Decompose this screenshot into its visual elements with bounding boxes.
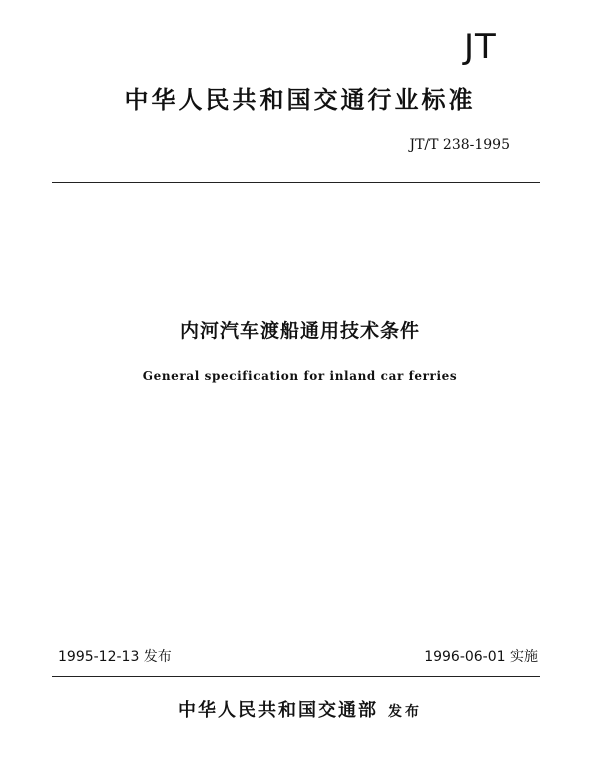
document-title-chinese: 内河汽车渡船通用技术条件 xyxy=(179,320,420,342)
standard-code: JT xyxy=(464,27,497,67)
bottom-divider xyxy=(52,676,540,677)
issue-date: 1995-12-13 发布 xyxy=(58,649,172,665)
standard-category-title: 中华人民共和国交通行业标准 xyxy=(124,85,476,114)
implementation-date: 1996-06-01 实施 xyxy=(424,649,538,665)
publish-action: 发布 xyxy=(388,704,422,720)
document-title-english: General specification for inland car ferries xyxy=(142,369,458,383)
standard-number: JT/T 238-1995 xyxy=(409,137,510,153)
publisher-name: 中华人民共和国交通部 xyxy=(178,700,378,721)
publisher-line xyxy=(0,700,600,722)
top-divider xyxy=(52,182,540,183)
